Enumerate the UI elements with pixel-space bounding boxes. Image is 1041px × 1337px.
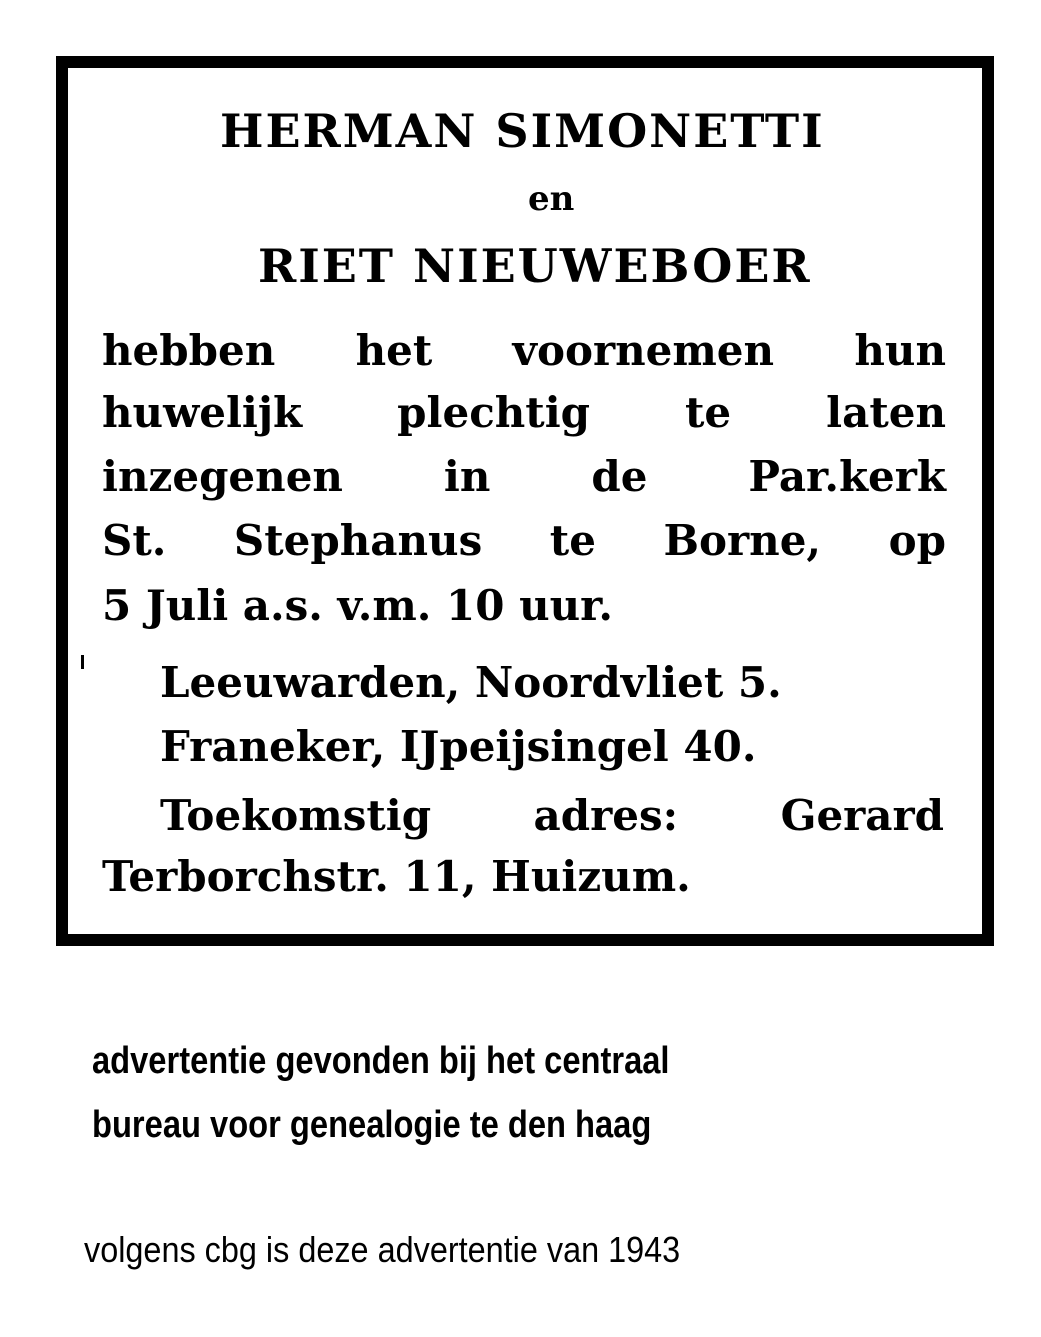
announcement-line: St. Stephanus te Borne, op [102, 516, 946, 565]
future-address-line: Toekomstig adres: Gerard [160, 791, 944, 840]
address-line: Leeuwarden, Noordvliet 5. [160, 658, 782, 707]
announcement-line: 5 Juli a.s. v.m. 10 uur. [102, 581, 614, 630]
caption-line-1: advertentie gevonden bij het centraal [92, 1040, 670, 1082]
caption-note: volgens cbg is deze advertentie van 1943 [84, 1229, 681, 1270]
address-line: Franeker, IJpeijsingel 40. [160, 722, 757, 771]
conjunction-text: en [528, 179, 575, 219]
groom-name: HERMAN SIMONETTI [220, 104, 825, 158]
future-address-line: Terborchstr. 11, Huizum. [102, 852, 691, 901]
announcement-line: inzegenen in de Par.kerk [102, 452, 946, 501]
print-speck [81, 655, 84, 669]
announcement-line: huwelijk plechtig te laten [102, 388, 946, 437]
bride-name: RIET NIEUWEBOER [258, 239, 812, 293]
caption-line-2: bureau voor genealogie te den haag [92, 1104, 652, 1146]
announcement-line: hebben het voornemen hun [102, 326, 946, 375]
